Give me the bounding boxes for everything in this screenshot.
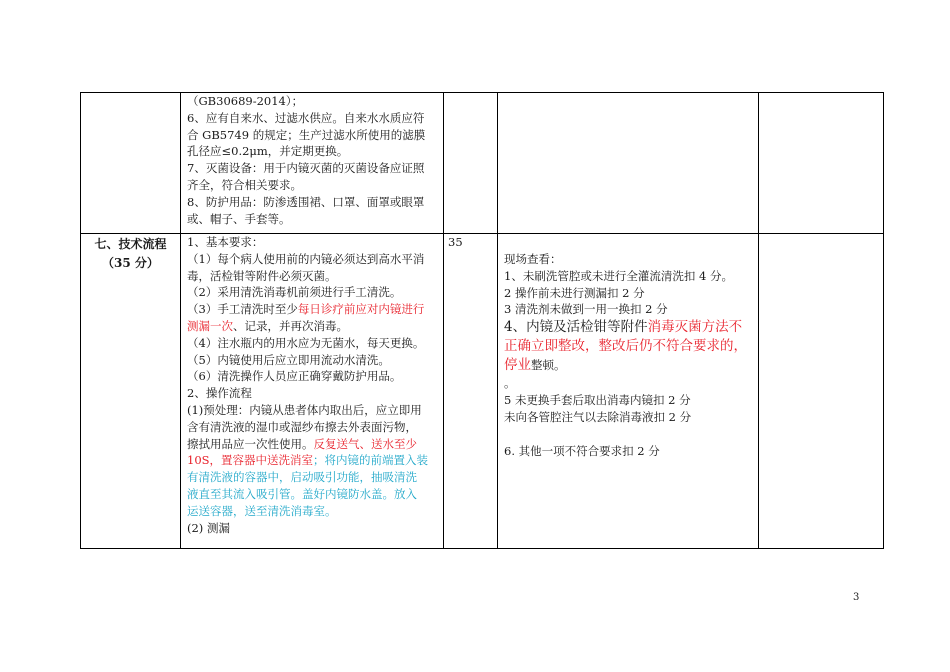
requirement-line: （5）内镜使用后应立即用流动水清洗。 <box>187 352 390 367</box>
section-cell <box>81 93 181 234</box>
check-cell <box>498 234 759 549</box>
requirement-line: 或、帽子、手套等。 <box>187 211 291 226</box>
highlight-cyan-line: 运送容器，送至清洗消毒室。 <box>187 503 337 518</box>
highlight-red-text: 反复送气、送水至少 <box>313 436 417 451</box>
highlight-red-text: 每日诊疗前应对内镜进行 <box>297 302 425 317</box>
requirement-line: 8、防护用品：防渗透围裙、口罩、面罩或眼罩 <box>187 194 425 209</box>
requirement-text: 、记录，并再次消毒。 <box>233 318 348 333</box>
highlight-cyan-line: 有清洗液的容器中，启动吸引功能，抽吸清洗 <box>187 470 417 485</box>
table-row <box>81 234 884 549</box>
check-line: 5 未更换手套后取出消毒内镜扣 2 分 <box>504 392 691 407</box>
requirement-line: 齐全，符合相关要求。 <box>187 177 302 192</box>
points-cell <box>444 93 498 234</box>
check-line: 2 操作前未进行测漏扣 2 分 <box>504 285 645 300</box>
highlight-red-text: 消毒灭菌方法不 <box>647 319 743 336</box>
requirement-line: 毒，活检钳等附件必须灭菌。 <box>187 268 337 283</box>
requirement-line: （1）每个病人使用前的内镜必须达到高水平消 <box>187 251 425 266</box>
requirement-line: （2）采用清洗消毒机前须进行手工清洗。 <box>187 285 402 300</box>
requirement-line: 1、基本要求： <box>187 235 264 249</box>
requirement-line: （4）注水瓶内的用水应为无菌水，每天更换。 <box>187 335 425 350</box>
section-cell <box>81 234 181 549</box>
requirement-line: 6、应有自来水、过滤水供应。自来水水质应符 <box>187 110 425 125</box>
check-line: 。 <box>504 376 516 391</box>
requirement-line: (2) 测漏 <box>187 520 230 535</box>
requirement-line: 含有清洗液的湿巾或湿纱布擦去外表面污物， <box>187 419 417 434</box>
requirement-text: 擦拭用品应一次性使用。 <box>187 436 314 451</box>
check-line: 现场查看： <box>504 252 562 266</box>
requirement-line: (1)预处理：内镜从患者体内取出后，应立即用 <box>187 402 422 417</box>
check-text: 4、内镜及活检钳等附件 <box>504 319 648 336</box>
check-line <box>504 318 752 337</box>
requirement-cell <box>181 234 444 549</box>
table-row <box>81 93 884 234</box>
check-line: 3 清洗剂未做到一用一换扣 2 分 <box>504 302 668 317</box>
requirement-line <box>187 318 439 335</box>
score-cell <box>759 93 884 234</box>
highlight-red-line: 正确立即整改，整改后仍不符合要求的， <box>504 338 747 355</box>
requirement-line <box>187 436 439 453</box>
requirement-cell <box>181 93 444 234</box>
highlight-red-text: 10S，置容器中送洗消室 <box>187 453 314 468</box>
requirement-line: 孔径应≤0.2μm，并定期更换。 <box>187 144 349 159</box>
requirement-line: 合 GB5749 的规定；生产过滤水所使用的滤膜 <box>187 127 426 142</box>
highlight-red-text: 停业 <box>504 357 531 374</box>
requirement-line: 7、灭菌设备：用于内镜灭菌的灭菌设备应证照 <box>187 161 425 176</box>
requirement-line <box>187 452 439 469</box>
section-score: （35 分） <box>102 256 159 270</box>
requirement-line: 2、操作流程 <box>187 386 252 401</box>
requirement-text: （3）手工清洗时至少 <box>187 302 298 317</box>
page-number: 3 <box>853 592 860 603</box>
requirement-line <box>187 301 439 318</box>
check-line: 未向各管腔注气以去除消毒液扣 2 分 <box>504 409 692 424</box>
section-title: 七、技术流程 <box>94 237 167 251</box>
check-line <box>504 356 752 375</box>
requirement-line: （GB30689-2014）； <box>187 94 304 108</box>
highlight-red-text: 测漏一次 <box>187 318 233 333</box>
standards-table <box>80 92 884 549</box>
highlight-cyan-line: 液直至其流入吸引管。盖好内镜防水盖。放入 <box>187 486 417 501</box>
check-line: 6. 其他一项不符合要求扣 2 分 <box>504 443 660 458</box>
highlight-cyan-text: ；将内镜的前端置入装 <box>313 453 429 468</box>
check-cell <box>498 93 759 234</box>
requirement-line: （6）清洗操作人员应正确穿戴防护用品。 <box>187 369 402 384</box>
check-line: 1、未刷洗管腔或未进行全灌流清洗扣 4 分。 <box>504 268 733 283</box>
score-cell <box>759 234 884 549</box>
points-cell <box>444 234 498 549</box>
check-text: 整顿。 <box>531 358 566 373</box>
points-value: 35 <box>448 235 463 249</box>
